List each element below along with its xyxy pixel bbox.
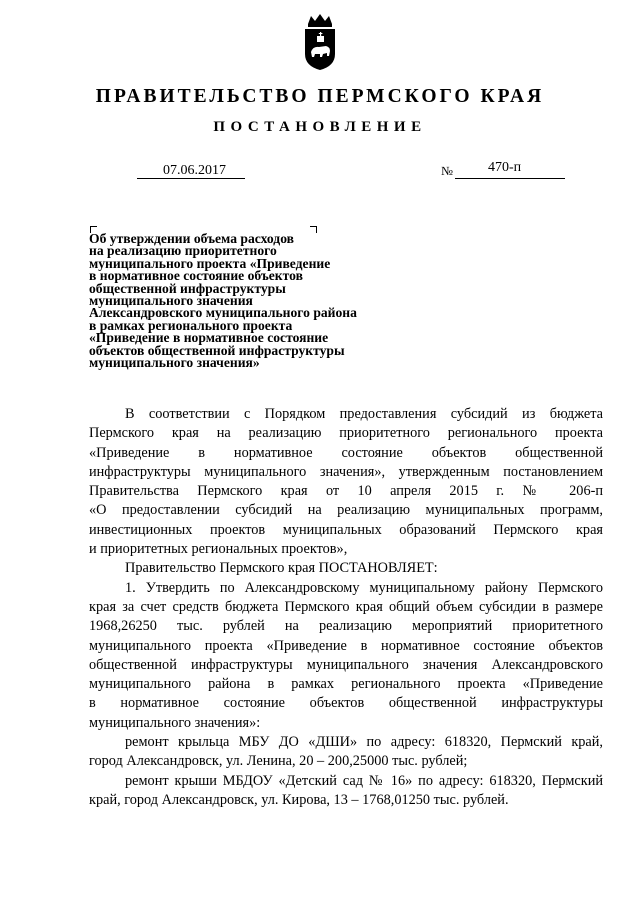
subject-line: на реализацию приоритетного [89, 243, 277, 259]
body-line: 1. Утвердить по Александровскому муниципальному району Пермского [125, 579, 603, 596]
body-line: В соответствии с Порядком предоставления субсидий из бюджета [125, 406, 603, 422]
body-line: и приоритетных региональных проектов», [89, 541, 348, 558]
body-line: общественной инфраструктуры муниципального значения Александровского [89, 656, 603, 673]
body-line: 1968,26250 тыс. рублей на реализацию мероприятий приоритетного [89, 618, 603, 635]
resolution-paragraph: Правительство Пермского края ПОСТАНОВЛЯЕТ: [125, 560, 438, 577]
document-number: 470-п [488, 160, 522, 175]
body-line: «Приведение в нормативное состояние объектов общественной [89, 444, 603, 461]
subject-line: объектов общественной инфраструктуры [89, 342, 345, 358]
body-line: муниципального проекта «Приведение в нормативное состояние объектов [89, 637, 603, 654]
number-underline [455, 178, 565, 179]
body-line: в нормативное состояние объектов общественной инфраструктуры [89, 695, 603, 712]
document-date: 07.06.2017 [163, 163, 226, 178]
subject-line: муниципального проекта «Приведение [89, 255, 331, 271]
item-1-paragraph [89, 579, 603, 733]
subject-line: Об утверждении объема расходов [89, 231, 294, 246]
body-line: муниципального района в рамках регионального проекта «Приведение [89, 676, 603, 693]
body-line: инфраструктуры муниципального значения», утвержденным постановлением [89, 463, 603, 480]
subject-line: муниципального значения [89, 293, 253, 309]
body-line: муниципального значения»: [89, 714, 261, 731]
body-line: ремонт крыльца МБУ ДО «ДШИ» по адресу: 618320, Пермский край, [125, 734, 603, 751]
document-body [89, 405, 603, 810]
perm-krai-coat-of-arms-icon [301, 12, 339, 72]
body-line: ремонт крыши МБДОУ «Детский сад № 16» по адресу: 618320, Пермский [125, 772, 603, 789]
body-line: Правительства Пермского края от 10 апреля 2015 г. № 206-п [89, 483, 603, 500]
government-title: ПРАВИТЕЛЬСТВО ПЕРМСКОГО КРАЯ [95, 86, 545, 107]
preamble-paragraph [89, 405, 603, 559]
subject-line: муниципального значения» [89, 355, 260, 371]
body-line: город Александровск, ул. Ленина, 20 – 200,25000 тыс. рублей; [89, 753, 468, 770]
number-sign: № [441, 164, 453, 178]
subject-line: в нормативное состояние объектов [89, 268, 303, 284]
subject-corner-right [310, 226, 317, 233]
subject-line: общественной инфраструктуры [89, 280, 286, 296]
subject-line: в рамках регионального проекта [89, 317, 293, 333]
subject-line: Александровского муниципального района [89, 305, 357, 321]
document-type: ПОСТАНОВЛЕНИЕ [213, 119, 427, 135]
body-line: Пермского края на реализацию приоритетного регионального проекта [89, 425, 603, 442]
body-line: инвестиционных проектов муниципальных образований Пермского края [89, 521, 603, 538]
document-subject [89, 233, 419, 369]
subject-line: «Приведение в нормативное состояние [89, 330, 329, 346]
item-dshi-paragraph [89, 733, 603, 772]
item-kindergarten-paragraph [89, 772, 603, 811]
body-line: края за счет средств бюджета Пермского края общий объем субсидии в размере [89, 598, 603, 615]
body-line: «О предоставлении субсидий на реализацию муниципальных программ, [89, 502, 603, 519]
body-line: край, город Александровск, ул. Кирова, 13 – 1768,01250 тыс. рублей. [89, 791, 509, 808]
